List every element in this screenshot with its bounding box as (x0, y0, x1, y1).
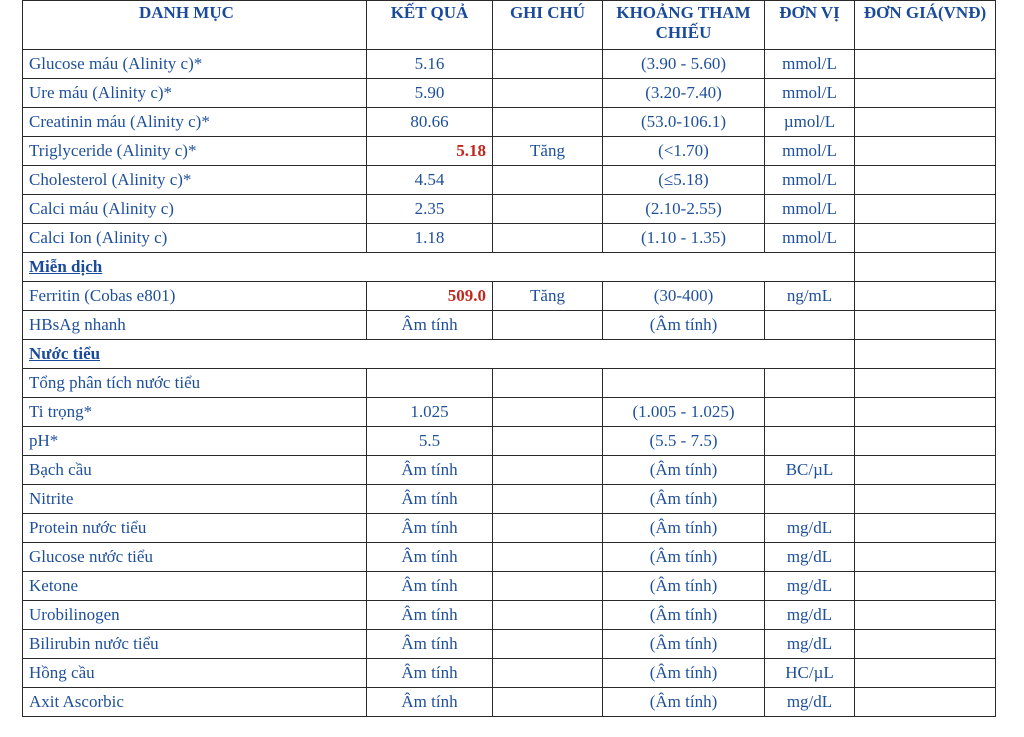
price-cell (855, 485, 996, 514)
result-cell: Âm tính (367, 543, 493, 572)
price-cell (855, 340, 996, 369)
header-result: KẾT QUẢ (367, 1, 493, 50)
test-name-cell: Ti trọng* (23, 398, 367, 427)
table-row (23, 427, 996, 456)
unit-cell: mg/dL (765, 514, 855, 543)
note-cell: Tăng (493, 137, 603, 166)
result-cell: 509.0 (367, 282, 493, 311)
table-row (23, 630, 996, 659)
result-cell: Âm tính (367, 572, 493, 601)
price-cell (855, 137, 996, 166)
table-row (23, 398, 996, 427)
note-cell (493, 601, 603, 630)
test-name-cell: Glucose máu (Alinity c)* (23, 50, 367, 79)
unit-cell: ng/mL (765, 282, 855, 311)
price-cell (855, 224, 996, 253)
price-cell (855, 50, 996, 79)
table-row (23, 195, 996, 224)
note-cell (493, 630, 603, 659)
note-cell (493, 688, 603, 717)
reference-range-cell: (1.005 - 1.025) (603, 398, 765, 427)
price-cell (855, 253, 996, 282)
price-cell (855, 282, 996, 311)
unit-cell (765, 485, 855, 514)
unit-cell: mg/dL (765, 572, 855, 601)
result-cell: Âm tính (367, 485, 493, 514)
unit-cell: BC/µL (765, 456, 855, 485)
test-name-cell: Ure máu (Alinity c)* (23, 79, 367, 108)
table-row (23, 659, 996, 688)
test-name-cell: Tổng phân tích nước tiểu (23, 369, 367, 398)
test-name-cell: Triglyceride (Alinity c)* (23, 137, 367, 166)
reference-range-cell: (Âm tính) (603, 514, 765, 543)
result-cell: 5.90 (367, 79, 493, 108)
table-row (23, 456, 996, 485)
header-category: DANH MỤC (23, 1, 367, 50)
result-cell: 1.025 (367, 398, 493, 427)
note-cell (493, 514, 603, 543)
unit-cell: mg/dL (765, 688, 855, 717)
test-name-cell: Bạch cầu (23, 456, 367, 485)
result-cell: 5.5 (367, 427, 493, 456)
reference-range-cell: (2.10-2.55) (603, 195, 765, 224)
table-row (23, 166, 996, 195)
unit-cell: HC/µL (765, 659, 855, 688)
unit-cell: mg/dL (765, 630, 855, 659)
unit-cell (765, 398, 855, 427)
section-title: Nước tiểu (23, 340, 855, 369)
note-cell (493, 659, 603, 688)
table-row (23, 485, 996, 514)
result-cell: Âm tính (367, 601, 493, 630)
section-title: Miễn dịch (23, 253, 855, 282)
table-row (23, 79, 996, 108)
note-cell (493, 195, 603, 224)
reference-range-cell: (30-400) (603, 282, 765, 311)
table-row (23, 543, 996, 572)
reference-range-cell: (Âm tính) (603, 485, 765, 514)
note-cell (493, 50, 603, 79)
table-row (23, 601, 996, 630)
table-row (23, 688, 996, 717)
unit-cell (765, 427, 855, 456)
reference-range-cell: (Âm tính) (603, 456, 765, 485)
result-cell: 2.35 (367, 195, 493, 224)
test-name-cell: Calci máu (Alinity c) (23, 195, 367, 224)
price-cell (855, 108, 996, 137)
result-cell: Âm tính (367, 311, 493, 340)
header-note: GHI CHÚ (493, 1, 603, 50)
test-name-cell: Protein nước tiểu (23, 514, 367, 543)
result-cell: Âm tính (367, 630, 493, 659)
test-name-cell: Cholesterol (Alinity c)* (23, 166, 367, 195)
section-row (23, 340, 996, 369)
reference-range-cell: (5.5 - 7.5) (603, 427, 765, 456)
reference-range-cell: (3.20-7.40) (603, 79, 765, 108)
price-cell (855, 398, 996, 427)
note-cell (493, 311, 603, 340)
reference-range-cell: (Âm tính) (603, 688, 765, 717)
reference-range-cell: (≤5.18) (603, 166, 765, 195)
test-name-cell: Urobilinogen (23, 601, 367, 630)
test-name-cell: Nitrite (23, 485, 367, 514)
reference-range-cell: (1.10 - 1.35) (603, 224, 765, 253)
header-unit: ĐƠN VỊ (765, 1, 855, 50)
unit-cell: mmol/L (765, 195, 855, 224)
test-name-cell: Hồng cầu (23, 659, 367, 688)
header-row (23, 1, 996, 50)
result-cell: 5.18 (367, 137, 493, 166)
reference-range-cell: (Âm tính) (603, 601, 765, 630)
reference-range-cell: (Âm tính) (603, 543, 765, 572)
table-row (23, 224, 996, 253)
result-cell: 5.16 (367, 50, 493, 79)
note-cell (493, 427, 603, 456)
unit-cell: mmol/L (765, 79, 855, 108)
note-cell: Tăng (493, 282, 603, 311)
test-name-cell: Calci Ion (Alinity c) (23, 224, 367, 253)
test-name-cell: Axit Ascorbic (23, 688, 367, 717)
price-cell (855, 543, 996, 572)
note-cell (493, 398, 603, 427)
test-name-cell: Ketone (23, 572, 367, 601)
result-cell (367, 369, 493, 398)
price-cell (855, 659, 996, 688)
note-cell (493, 108, 603, 137)
unit-cell: mmol/L (765, 50, 855, 79)
result-cell: 4.54 (367, 166, 493, 195)
header-price: ĐƠN GIÁ(VNĐ) (855, 1, 996, 50)
test-name-cell: Bilirubin nước tiểu (23, 630, 367, 659)
test-name-cell: Glucose nước tiểu (23, 543, 367, 572)
note-cell (493, 369, 603, 398)
price-cell (855, 688, 996, 717)
reference-range-cell (603, 369, 765, 398)
price-cell (855, 514, 996, 543)
result-cell: Âm tính (367, 688, 493, 717)
section-row (23, 253, 996, 282)
table-row (23, 108, 996, 137)
table-body (23, 50, 996, 717)
header-reference: KHOẢNG THAM CHIẾU (603, 1, 765, 50)
table-row (23, 514, 996, 543)
note-cell (493, 543, 603, 572)
unit-cell: mmol/L (765, 137, 855, 166)
table-row (23, 137, 996, 166)
note-cell (493, 572, 603, 601)
price-cell (855, 427, 996, 456)
reference-range-cell: (Âm tính) (603, 659, 765, 688)
price-cell (855, 195, 996, 224)
reference-range-cell: (Âm tính) (603, 572, 765, 601)
result-cell: 80.66 (367, 108, 493, 137)
reference-range-cell: (<1.70) (603, 137, 765, 166)
unit-cell (765, 311, 855, 340)
price-cell (855, 311, 996, 340)
unit-cell: µmol/L (765, 108, 855, 137)
reference-range-cell: (Âm tính) (603, 311, 765, 340)
unit-cell: mmol/L (765, 166, 855, 195)
test-name-cell: Ferritin (Cobas e801) (23, 282, 367, 311)
price-cell (855, 630, 996, 659)
table-row (23, 282, 996, 311)
table-header (23, 1, 996, 50)
price-cell (855, 79, 996, 108)
table-row (23, 50, 996, 79)
unit-cell: mmol/L (765, 224, 855, 253)
reference-range-cell: (53.0-106.1) (603, 108, 765, 137)
note-cell (493, 456, 603, 485)
result-cell: Âm tính (367, 514, 493, 543)
test-name-cell: Creatinin máu (Alinity c)* (23, 108, 367, 137)
result-cell: 1.18 (367, 224, 493, 253)
price-cell (855, 456, 996, 485)
reference-range-cell: (Âm tính) (603, 630, 765, 659)
note-cell (493, 485, 603, 514)
unit-cell (765, 369, 855, 398)
table-row (23, 572, 996, 601)
unit-cell: mg/dL (765, 543, 855, 572)
note-cell (493, 166, 603, 195)
price-cell (855, 601, 996, 630)
result-cell: Âm tính (367, 456, 493, 485)
price-cell (855, 572, 996, 601)
reference-range-cell: (3.90 - 5.60) (603, 50, 765, 79)
test-name-cell: HBsAg nhanh (23, 311, 367, 340)
lab-results-table (22, 0, 996, 717)
table-row (23, 311, 996, 340)
note-cell (493, 224, 603, 253)
test-name-cell: pH* (23, 427, 367, 456)
unit-cell: mg/dL (765, 601, 855, 630)
table-row (23, 369, 996, 398)
price-cell (855, 369, 996, 398)
price-cell (855, 166, 996, 195)
note-cell (493, 79, 603, 108)
result-cell: Âm tính (367, 659, 493, 688)
